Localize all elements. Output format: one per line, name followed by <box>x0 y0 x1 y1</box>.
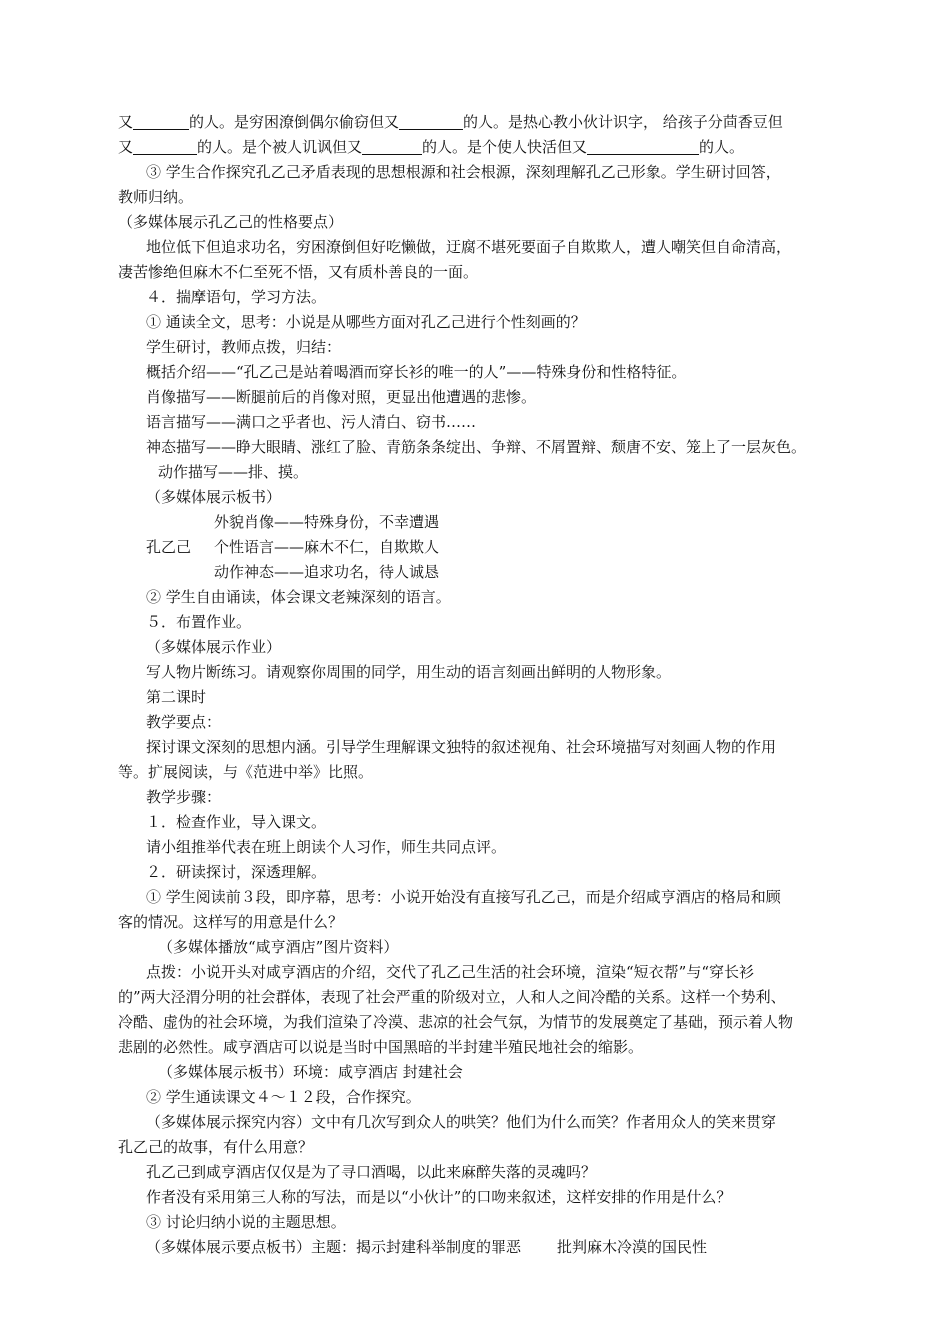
text-line: （多媒体展示要点板书）主题：揭示封建科举制度的罪恶 批判麻木冷漠的国民性 <box>146 1238 708 1256</box>
text-line: ③ 学生合作探究孔乙己矛盾表现的思想根源和社会根源，深刻理解孔乙己形象。学生研讨回答， <box>146 163 781 181</box>
text-line: 肖像描写——断腿前后的肖像对照，更显出他遭遇的悲惨。 <box>146 388 537 406</box>
text-line: 客的情况。这样写的用意是什么？ <box>118 913 344 931</box>
text-line: 冷酷、虚伪的社会环境，为我们渲染了冷漠、悲凉的社会气氛，为情节的发展奠定了基础，预示着人物 <box>118 1013 794 1031</box>
text-line: （多媒体播放“咸亨酒店”图片资料） <box>158 938 399 956</box>
text-line: 教师归纳。 <box>118 188 194 206</box>
fill-blank <box>362 139 422 155</box>
text-line: 地位低下但追求功名，穷困潦倒但好吃懒做，迂腐不堪死要面子自欺欺人，遭人嘲笑但自命清高， <box>146 238 792 256</box>
text-line: 孔乙己到咸亨酒店仅仅是为了寻口酒喝，以此来麻醉失落的灵魂吗？ <box>146 1163 597 1181</box>
section-heading: ５．布置作业。 <box>146 613 252 631</box>
text-line: 概括介绍——“孔乙己是站着喝酒而穿长衫的唯一的人”——特殊身份和性格特征。 <box>146 363 687 381</box>
text-line: 动作描写——排、摸。 <box>158 463 309 481</box>
text-line: 学生研讨，教师点拨，归结： <box>146 338 342 356</box>
fill-blank <box>399 114 463 130</box>
text-line: ① 通读全文，思考：小说是从哪些方面对孔乙己进行个性刻画的？ <box>146 313 586 331</box>
board-center-label: 孔乙己 <box>146 538 192 556</box>
fill-blank <box>133 139 197 155</box>
text-line: 写人物片断练习。请观察你周围的同学，用生动的语言刻画出鲜明的人物形象。 <box>146 663 672 681</box>
text-line: 教学步骤： <box>146 788 222 806</box>
lesson-heading: 第二课时 <box>146 688 207 706</box>
text-line: 教学要点： <box>146 713 222 731</box>
text-line: 悲剧的必然性。咸亨酒店可以说是当时中国黑暗的半封建半殖民地社会的缩影。 <box>118 1038 644 1056</box>
text-line: （多媒体展示孔乙己的性格要点） <box>118 213 344 231</box>
section-heading: ２．研读探讨，深透理解。 <box>146 863 327 881</box>
fill-blank <box>133 114 189 130</box>
text-line: 又 的人。是个被人讥讽但又 的人。是个使人快活但又 的人。 <box>118 138 745 156</box>
section-heading: ４．揣摩语句，学习方法。 <box>146 288 327 306</box>
text-line: （多媒体展示探究内容）文中有几次写到众人的哄笑？他们为什么而笑？作者用众人的笑来贯穿 <box>146 1113 777 1131</box>
text-line: 孔乙己的故事，有什么用意？ <box>118 1138 314 1156</box>
text-line: ② 学生通读课文４～１２段，合作探究。 <box>146 1088 421 1106</box>
text-line: （多媒体展示作业） <box>146 638 282 656</box>
text-line: 点拨：小说开头对咸亨酒店的介绍，交代了孔乙己生活的社会环境，渲染“短衣帮”与“穿长衫 <box>146 963 755 981</box>
text-line: 的”两大泾渭分明的社会群体，表现了社会严重的阶级对立，人和人之间冷酷的关系。这样一个势利、 <box>118 988 786 1006</box>
text-line: 凄苦惨绝但麻木不仁至死不悟，又有质朴善良的一面。 <box>118 263 479 281</box>
text-line: ② 学生自由诵读，体会课文老辣深刻的语言。 <box>146 588 451 606</box>
text-line: （多媒体展示板书） <box>146 488 282 506</box>
text-line: 等。扩展阅读，与《范进中举》比照。 <box>118 763 374 781</box>
text-line: 又 的人。是穷困潦倒偶尔偷窃但又 的人。是热心教小伙计识字， 给孩子分茴香豆但 <box>118 113 783 131</box>
text-line: （多媒体展示板书）环境：咸亨酒店 封建社会 <box>158 1063 463 1081</box>
board-line: 孔乙己 个性语言——麻木不仁，自欺欺人 <box>118 535 838 560</box>
text-line: 语言描写——满口之乎者也、污人清白、窃书…… <box>146 413 477 431</box>
fill-blank <box>587 139 699 155</box>
section-heading: １．检查作业，导入课文。 <box>146 813 327 831</box>
text-line: 作者没有采用第三人称的写法，而是以“小伙计”的口吻来叙述，这样安排的作用是什么？ <box>146 1188 732 1206</box>
text-line: 探讨课文深刻的思想内涵。引导学生理解课文独特的叙述视角、社会环境描写对刻画人物的作用 <box>146 738 777 756</box>
text-line: 请小组推举代表在班上朗读个人习作，师生共同点评。 <box>146 838 507 856</box>
text-line: 神态描写——睁大眼睛、涨红了脸、青筋条条绽出、争辩、不屑置辩、颓唐不安、笼上了一层灰色。 <box>146 438 807 456</box>
text-line: ① 学生阅读前３段，即序幕，思考：小说开始没有直接写孔乙己，而是介绍咸亨酒店的格局和顾 <box>146 888 781 906</box>
text-line: ③ 讨论归纳小说的主题思想。 <box>146 1213 346 1231</box>
board-line: 动作神态——追求功名，待人诚恳 <box>214 563 440 581</box>
board-line: 外貌肖像——特殊身份，不幸遭遇 <box>214 513 440 531</box>
document-page <box>118 110 838 1260</box>
